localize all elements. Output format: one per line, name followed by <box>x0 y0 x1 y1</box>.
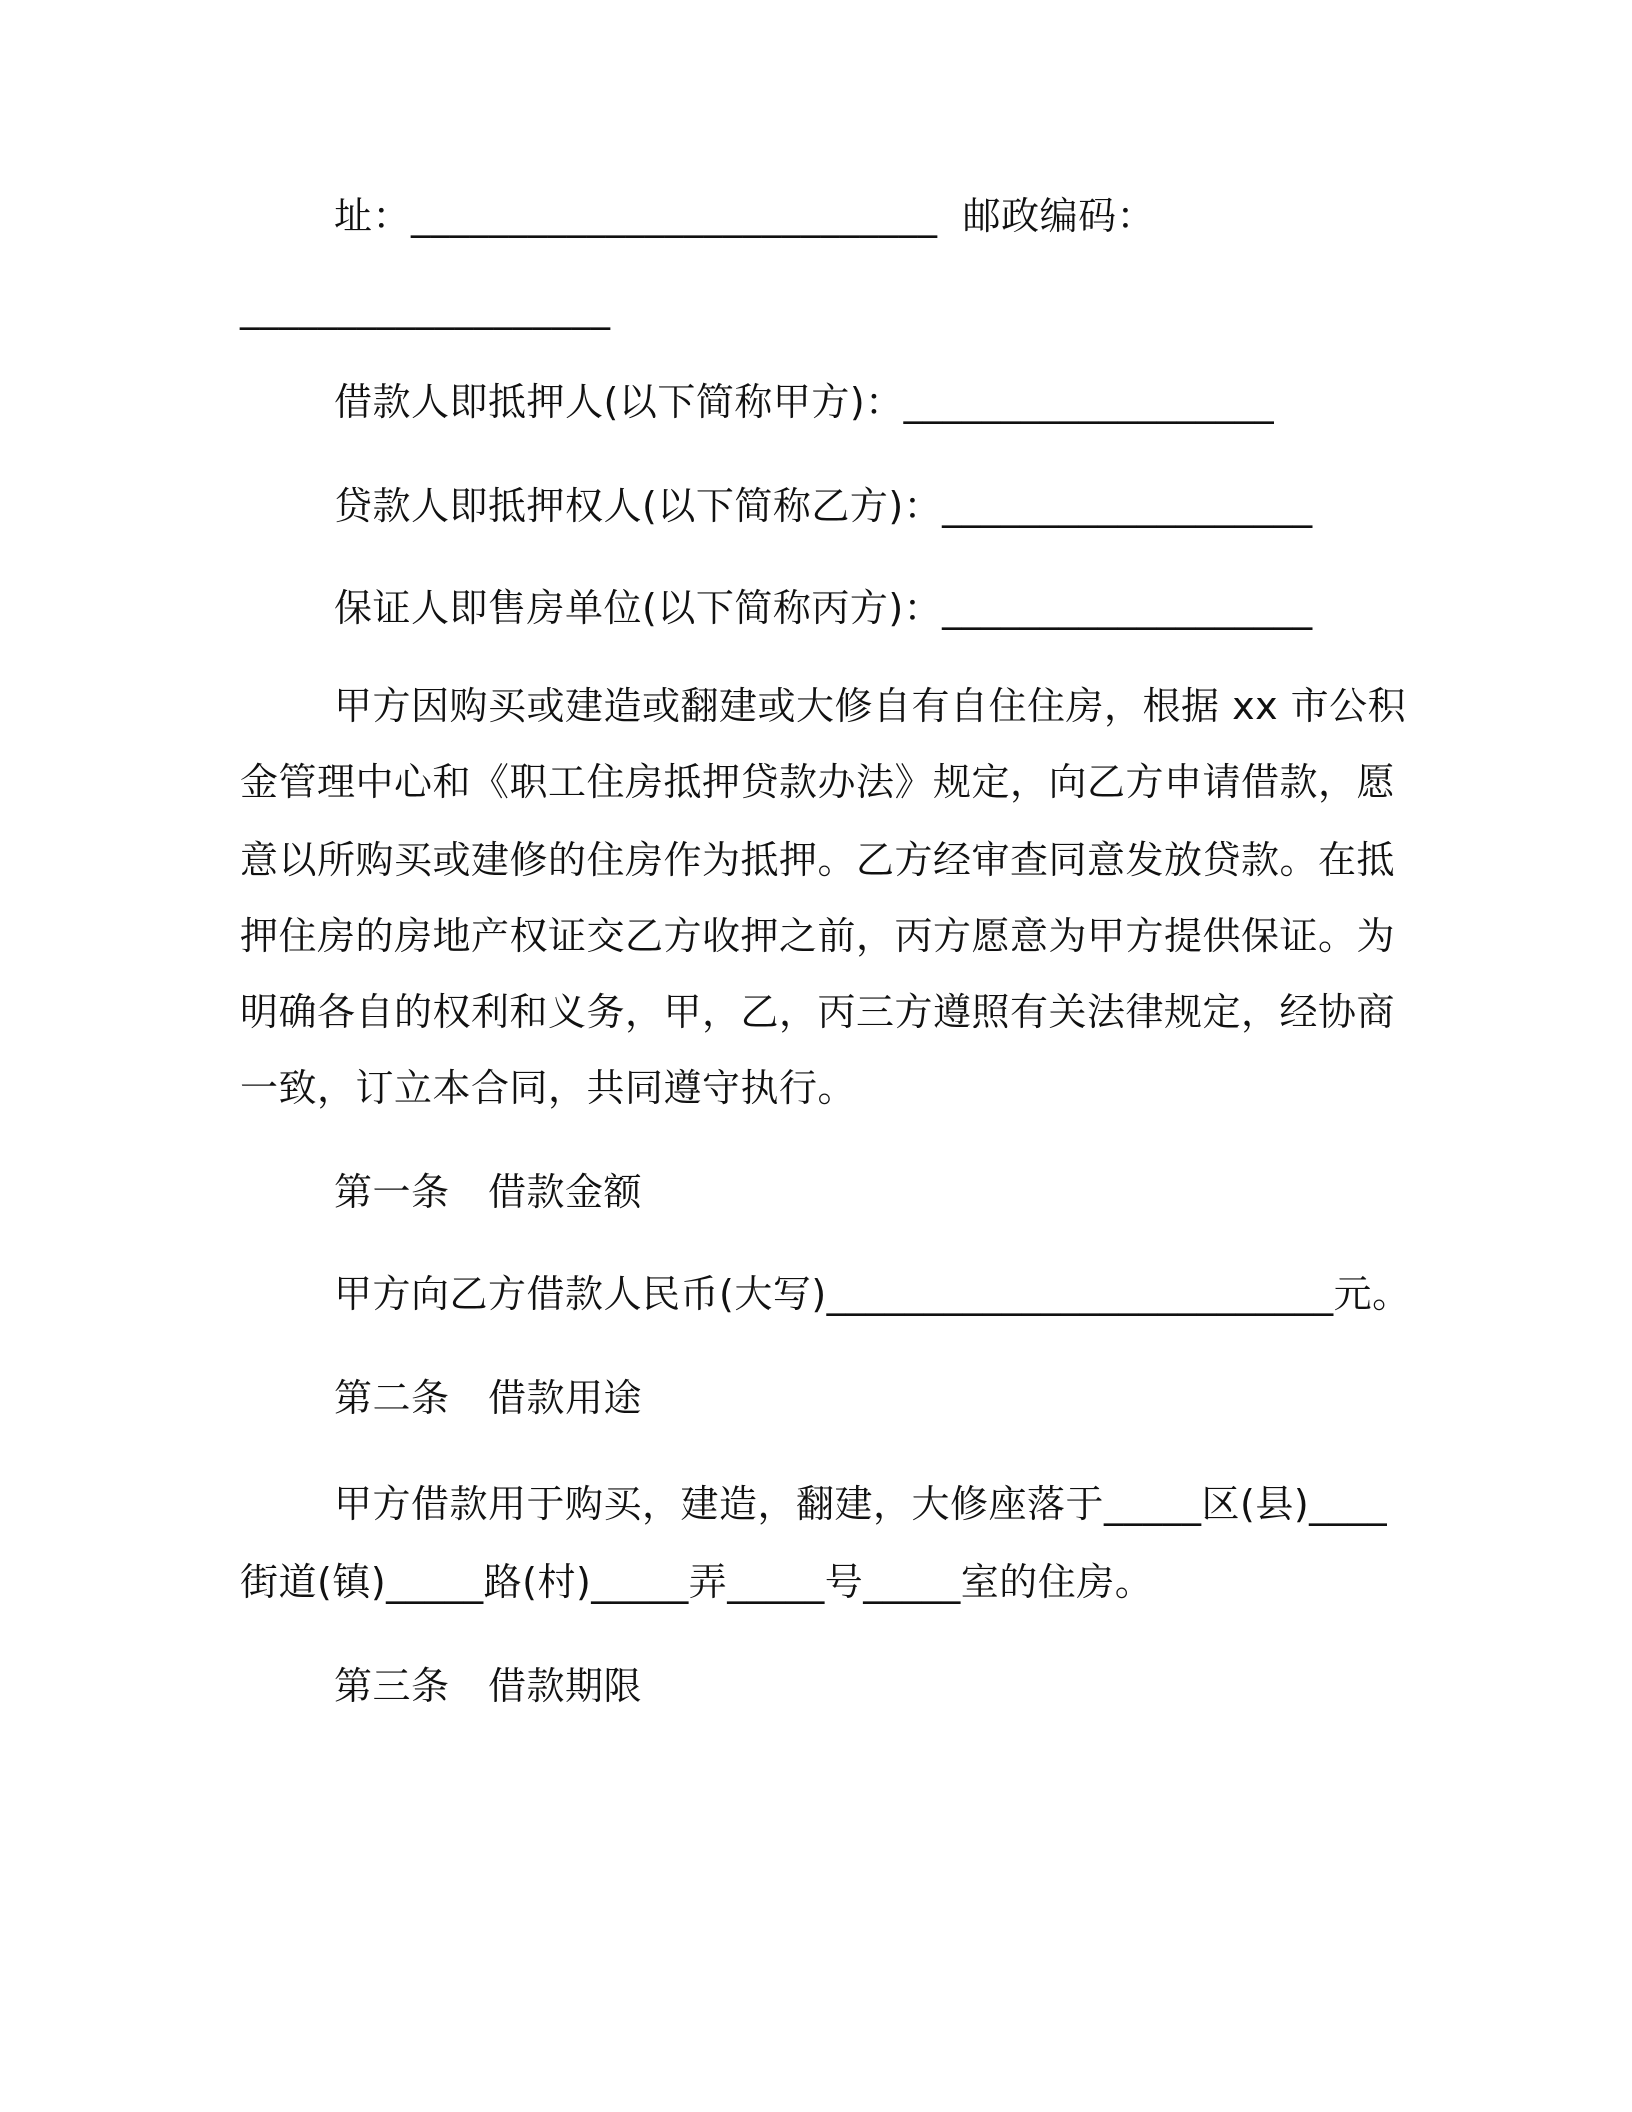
preamble-line: 押住房的房地产权证交乙方收押之前，丙方愿意为甲方提供保证。为 <box>240 914 1396 958</box>
party-c-line: 保证人即售房单位(以下简称丙方)：___________________ <box>334 586 1313 630</box>
address-line: 址：___________________________ 邮政编码： <box>334 194 1156 238</box>
preamble-line: 金管理中心和《职工住房抵押贷款办法》规定，向乙方申请借款，愿 <box>240 760 1396 804</box>
article-1-title: 第一条 借款金额 <box>334 1170 643 1214</box>
party-b-line: 贷款人即抵押权人(以下简称乙方)：___________________ <box>334 484 1313 528</box>
preamble-line: 一致，订立本合同，共同遵守执行。 <box>240 1066 857 1110</box>
preamble-line: 明确各自的权利和义务，甲，乙，丙三方遵照有关法律规定，经协商 <box>240 990 1396 1034</box>
postcode-blank: ___________________ <box>240 286 611 330</box>
article-1-text: 甲方向乙方借款人民币(大写)__________________________元。 <box>334 1272 1411 1316</box>
party-a-line: 借款人即抵押人(以下简称甲方)：___________________ <box>334 380 1275 424</box>
article-2-text: 甲方借款用于购买，建造，翻建，大修座落于_____区(县)____ <box>334 1482 1388 1526</box>
preamble-line: 甲方因购买或建造或翻建或大修自有自住住房，根据 xx 市公积 <box>334 684 1407 728</box>
article-2-text: 街道(镇)_____路(村)_____弄_____号_____室的住房。 <box>240 1560 1154 1604</box>
article-3-title: 第三条 借款期限 <box>334 1664 643 1708</box>
article-2-title: 第二条 借款用途 <box>334 1376 643 1420</box>
preamble-line: 意以所购买或建修的住房作为抵押。乙方经审查同意发放贷款。在抵 <box>240 838 1396 882</box>
